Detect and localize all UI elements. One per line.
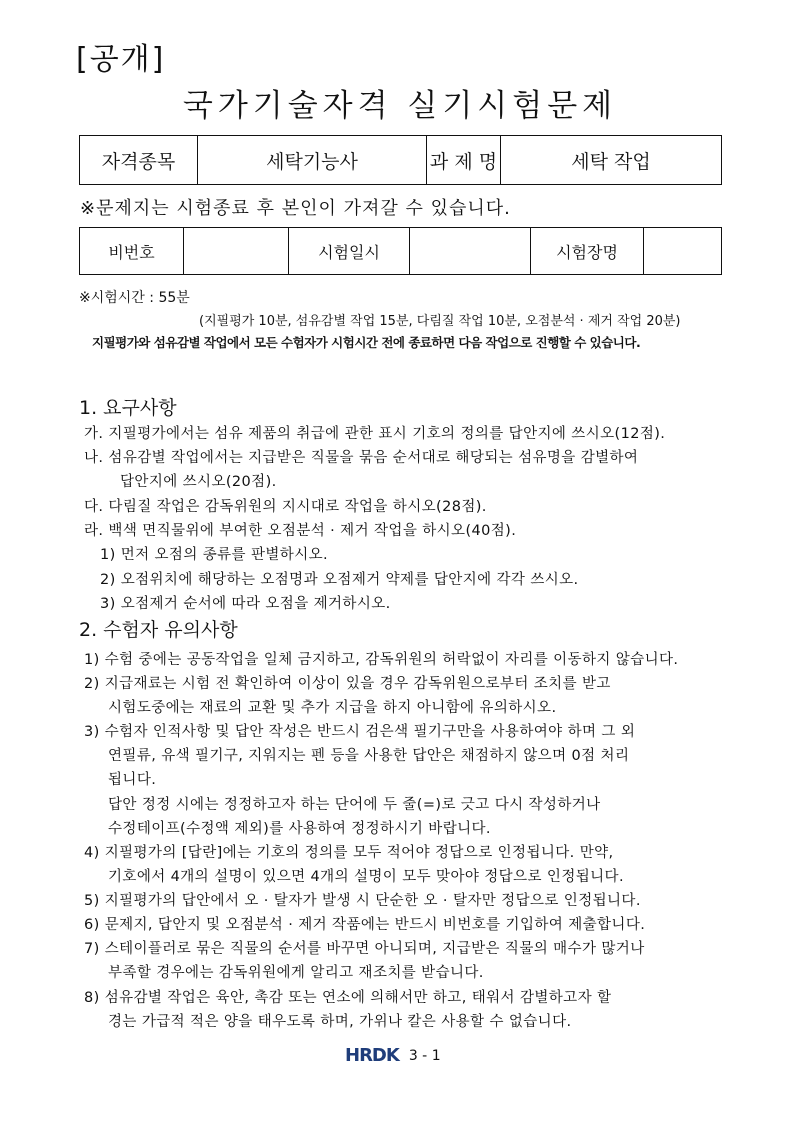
requirement-line: 가. 지필평가에서는 섬유 제품의 취급에 관한 표시 기호의 정의를 답안지에 쓰시오(12점). <box>84 426 666 442</box>
notice-text: ※문제지는 시험종료 후 본인이 가져갈 수 있습니다. <box>80 198 511 219</box>
precaution-line: 3) 수험자 인적사항 및 답안 작성은 반드시 검은색 필기구만을 사용하여야 하며 그 외 <box>84 724 636 740</box>
page-title: 국가기술자격 실기시험문제 <box>182 88 618 124</box>
precaution-line: 연필류, 유색 필기구, 지워지는 펜 등을 사용한 답안은 채점하지 않으며 0점 처리 <box>108 748 630 764</box>
precaution-line: 2) 지급재료는 시험 전 확인하여 이상이 있을 경우 감독위원으로부터 조치를 받고 <box>84 676 611 692</box>
seat-number-cell <box>184 228 289 275</box>
exam-time-note: 지필평가와 섬유감별 작업에서 모든 수험자가 시험시간 전에 종료하면 다음 작업으로 진행할 수 있습니다. <box>92 335 641 350</box>
precaution-line: 6) 문제지, 답안지 및 오점분석 · 제거 작품에는 반드시 비번호를 기입하여 제출합니다. <box>84 917 646 933</box>
requirement-line: 나. 섬유감별 작업에서는 지급받은 직물을 묶음 순서대로 해당되는 섬유명을 감별하여 <box>84 450 639 466</box>
page-footer <box>345 1045 441 1066</box>
page-number: 3 - 1 <box>408 1047 441 1064</box>
hrdk-logo: HRDK <box>345 1045 399 1066</box>
exam-date-cell <box>410 228 531 275</box>
requirement-line: 2) 오점위치에 해당하는 오점명과 오점제거 약제를 답안지에 각각 쓰시오. <box>100 572 579 588</box>
task-label: 과 제 명 <box>427 136 501 185</box>
exam-date-label: 시험일시 <box>289 228 410 275</box>
requirement-line: 답안지에 쓰시오(20점). <box>120 474 277 490</box>
public-tag: [공개] <box>76 42 166 77</box>
requirement-line: 1) 먼저 오점의 종류를 판별하시오. <box>100 547 329 563</box>
precaution-line: 시험도중에는 재료의 교환 및 추가 지급을 하지 아니함에 유의하시오. <box>108 700 557 716</box>
requirement-line: 라. 백색 면직물위에 부여한 오점분석 · 제거 작업을 하시오(40점). <box>84 523 517 539</box>
qualification-value: 세탁기능사 <box>198 136 427 185</box>
requirement-line: 다. 다림질 작업은 감독위원의 지시대로 작업을 하시오(28점). <box>84 499 487 515</box>
exam-table <box>79 227 722 275</box>
exam-time-detail: (지필평가 10분, 섬유감별 작업 15분, 다림질 작업 10분, 오점분석 · 제거 작업 20분) <box>199 314 681 329</box>
task-value: 세탁 작업 <box>501 136 722 185</box>
seat-number-label: 비번호 <box>80 228 184 275</box>
exam-time: ※시험시간 : 55분 <box>79 290 190 306</box>
exam-site-label: 시험장명 <box>531 228 644 275</box>
precaution-line: 5) 지필평가의 답안에서 오 · 탈자가 발생 시 단순한 오 · 탈자만 정답으로 인정됩니다. <box>84 893 641 909</box>
precaution-line: 답안 정정 시에는 정정하고자 하는 단어에 두 줄(=)로 긋고 다시 작성하거나 <box>108 797 601 813</box>
precaution-line: 경는 가급적 적은 양을 태우도록 하며, 가위나 칼은 사용할 수 없습니다. <box>108 1014 572 1030</box>
exam-site-cell <box>644 228 722 275</box>
precaution-line: 1) 수험 중에는 공동작업을 일체 금지하고, 감독위원의 허락없이 자리를 이동하지 않습니다. <box>84 652 679 668</box>
precaution-line: 됩니다. <box>108 772 157 788</box>
requirement-line: 3) 오점제거 순서에 따라 오점을 제거하시오. <box>100 596 391 612</box>
qualification-label: 자격종목 <box>80 136 198 185</box>
precaution-line: 7) 스테이플러로 묶은 직물의 순서를 바꾸면 아니되며, 지급받은 직물의 매수가 많거나 <box>84 941 645 957</box>
section-requirements-title: 1. 요구사항 <box>79 397 177 419</box>
precaution-line: 수정테이프(수정액 제외)를 사용하여 정정하시기 바랍니다. <box>108 821 491 837</box>
qualification-table <box>79 135 722 185</box>
precaution-line: 부족할 경우에는 감독위원에게 알리고 재조치를 받습니다. <box>108 965 484 981</box>
precaution-line: 8) 섬유감별 작업은 육안, 촉감 또는 연소에 의해서만 하고, 태워서 감별하고자 할 <box>84 990 612 1006</box>
precaution-line: 4) 지필평가의 [답란]에는 기호의 정의를 모두 적어야 정답으로 인정됩니다. 만약, <box>84 845 614 861</box>
section-precautions-title: 2. 수험자 유의사항 <box>79 619 238 641</box>
precaution-line: 기호에서 4개의 설명이 있으면 4개의 설명이 모두 맞아야 정답으로 인정됩니다. <box>108 869 624 885</box>
